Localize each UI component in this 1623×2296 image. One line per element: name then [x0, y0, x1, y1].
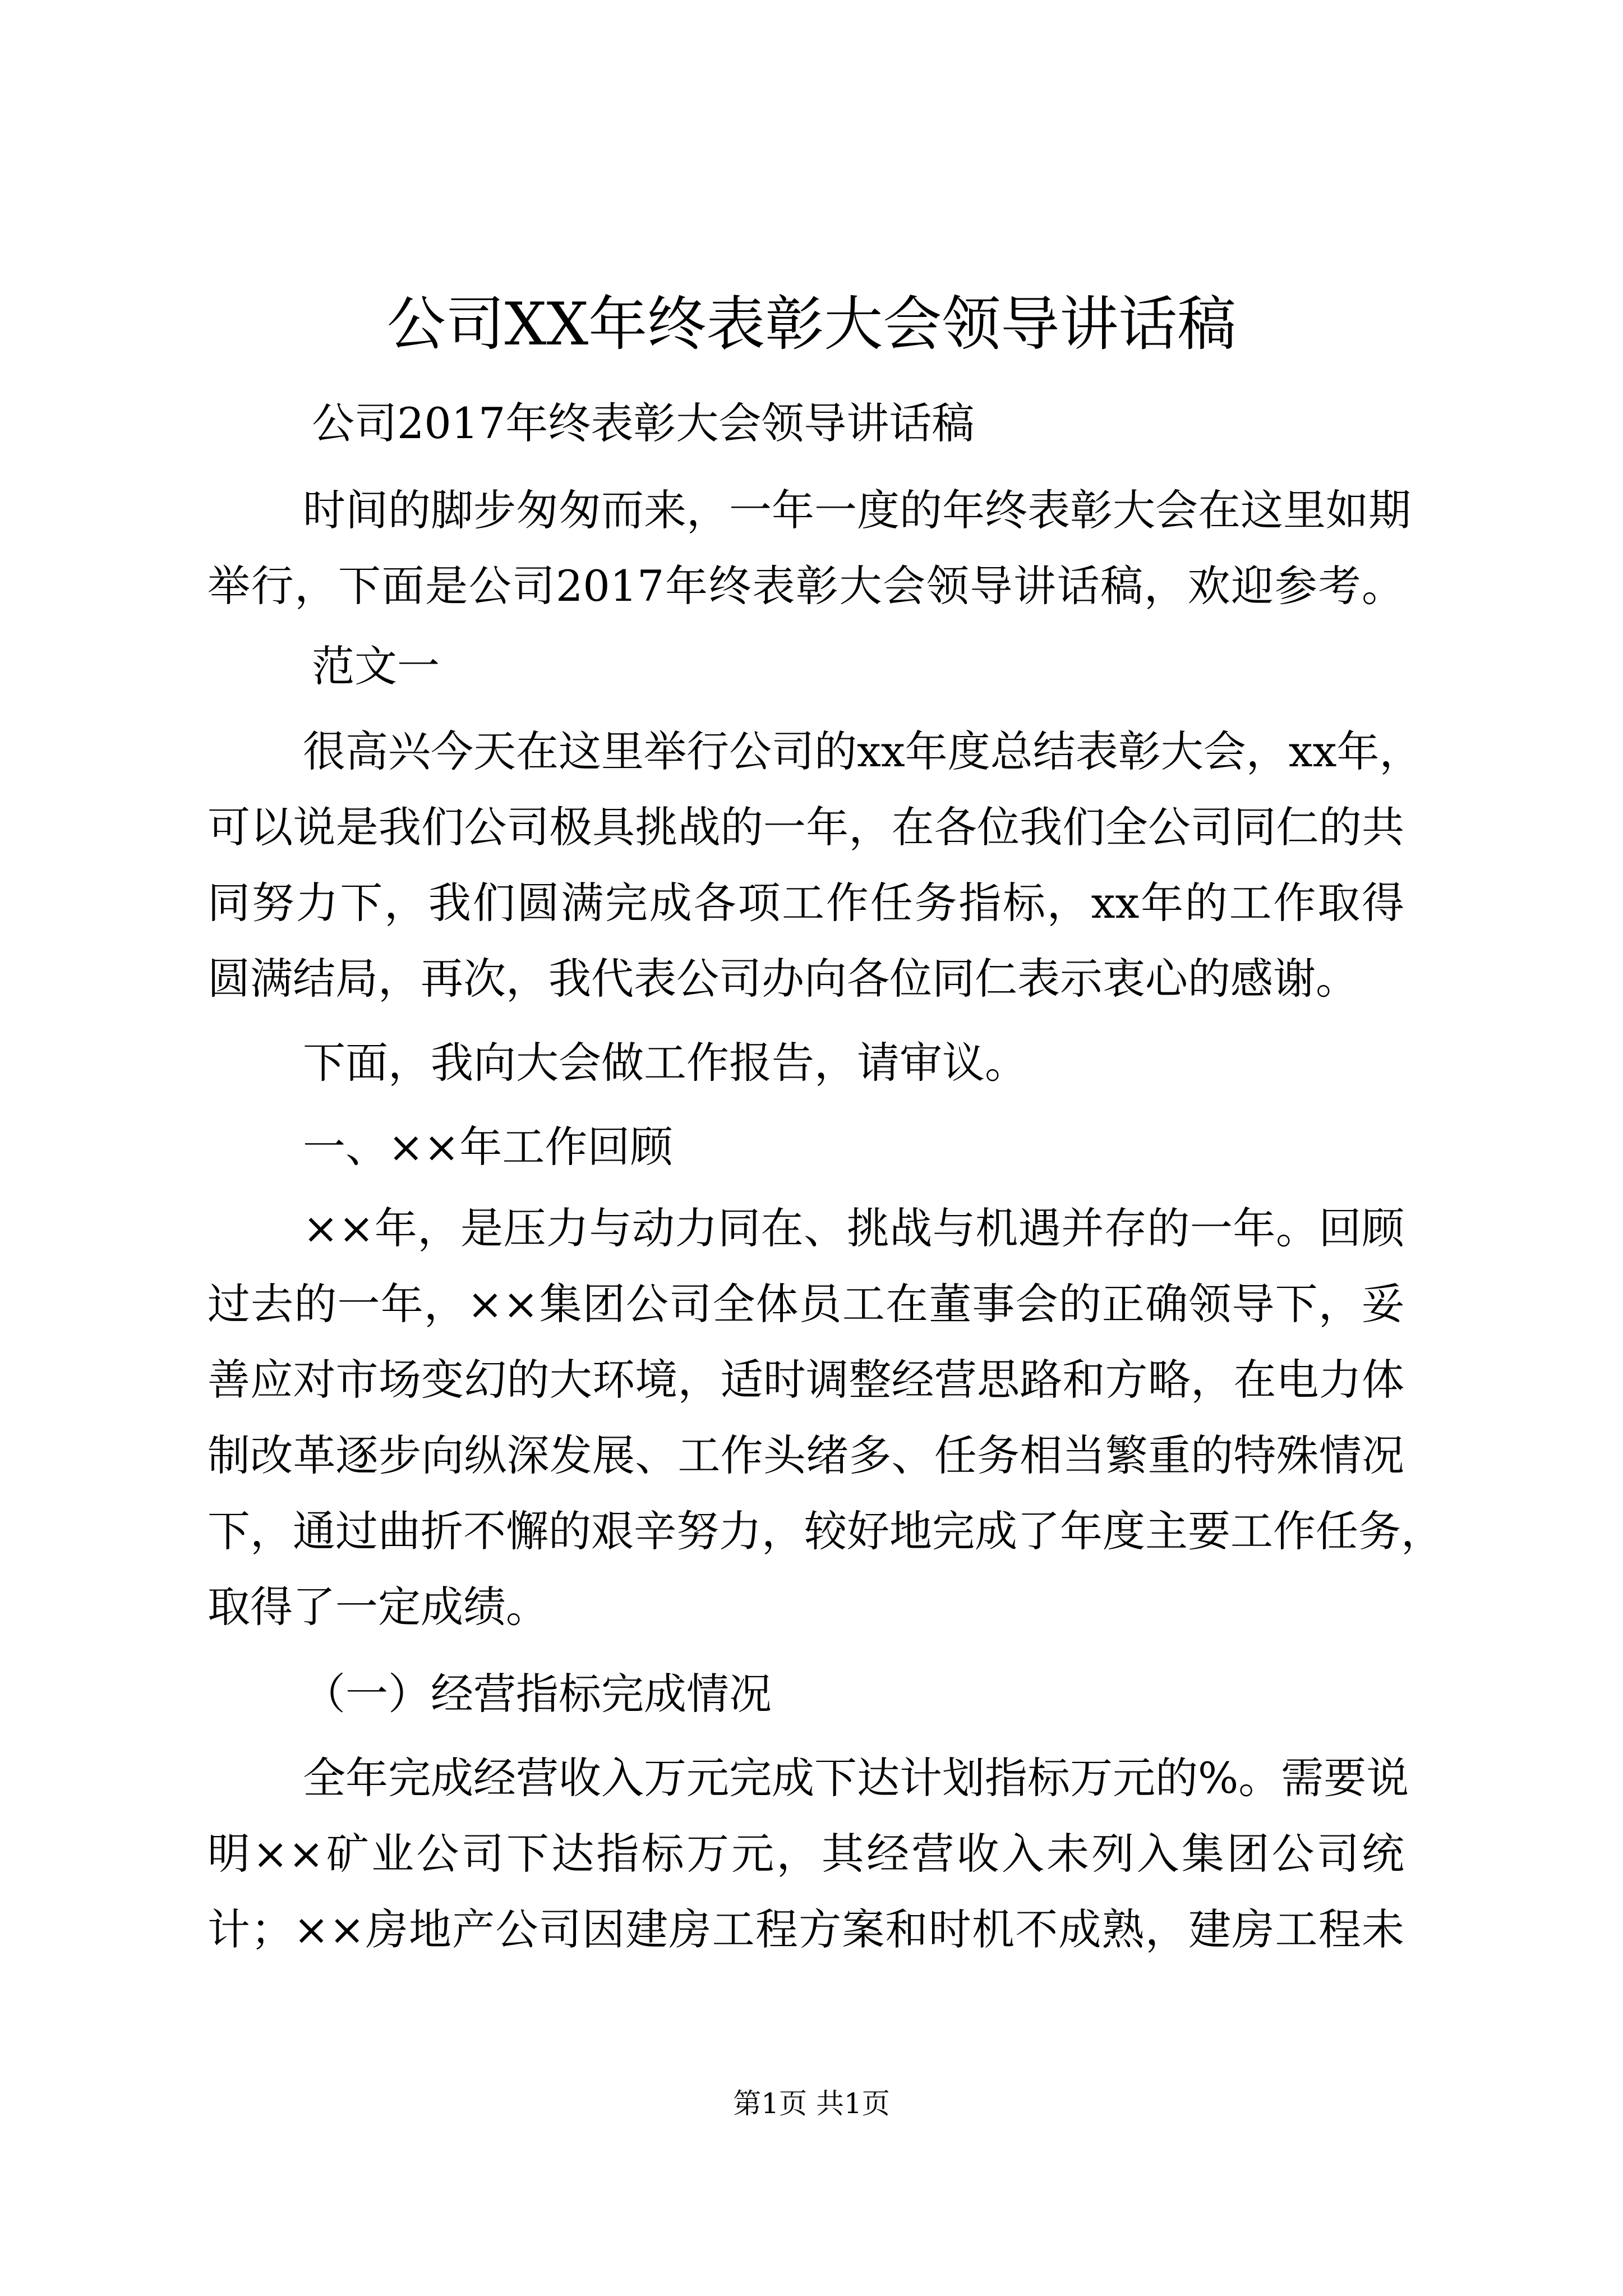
paragraph-line: 下，通过曲折不懈的艰辛努力，较好地完成了年度主要工作任务， — [208, 1506, 1444, 1556]
paragraph-line: 计；××房地产公司因建房工程方案和时机不成熟，建房工程未 — [208, 1904, 1404, 1954]
paragraph-line: 明××矿业公司下达指标万元，其经营收入未列入集团公司统 — [208, 1829, 1404, 1879]
paragraph-line: 圆满结局，再次，我代表公司办向各位同仁表示衷心的感谢。 — [208, 954, 1358, 1004]
paragraph-line-subtitle: 公司2017年终表彰大会领导讲话稿 — [312, 398, 975, 448]
page-footer: 第1页 共1页 — [733, 2087, 890, 2120]
paragraph-line: 下面，我向大会做工作报告，请审议。 — [303, 1038, 1027, 1088]
paragraph-line: 取得了一定成绩。 — [208, 1582, 548, 1632]
paragraph-line: 举行，下面是公司2017年终表彰大会领导讲话稿，欢迎参考。 — [208, 561, 1404, 611]
paragraph-line: 制改革逐步向纵深发展、工作头绪多、任务相当繁重的特殊情况 — [208, 1430, 1404, 1480]
section-heading: 一、××年工作回顾 — [303, 1122, 673, 1172]
paragraph-line: 时间的脚步匆匆而来，一年一度的年终表彰大会在这里如期 — [303, 485, 1411, 535]
document-title: 公司XX年终表彰大会领导讲话稿 — [386, 290, 1237, 358]
paragraph-line: 同努力下，我们圆满完成各项工作任务指标，xx年的工作取得 — [208, 878, 1404, 928]
paragraph-line: 善应对市场变幻的大环境，适时调整经营思路和方略，在电力体 — [208, 1355, 1404, 1405]
paragraph-line: ××年，是压力与动力同在、挑战与机遇并存的一年。回顾 — [303, 1203, 1404, 1253]
paragraph-line: 很高兴今天在这里举行公司的xx年度总结表彰大会，xx年， — [303, 726, 1422, 776]
paragraph-line: 可以说是我们公司极具挑战的一年，在各位我们全公司同仁的共 — [208, 802, 1404, 852]
subsection-heading: （一）经营指标完成情况 — [303, 1669, 772, 1719]
paragraph-line: 过去的一年，××集团公司全体员工在董事会的正确领导下，妥 — [208, 1279, 1404, 1329]
paragraph-line-heading: 范文一 — [312, 641, 440, 691]
paragraph-line: 全年完成经营收入万元完成下达计划指标万元的%。需要说 — [303, 1753, 1409, 1803]
